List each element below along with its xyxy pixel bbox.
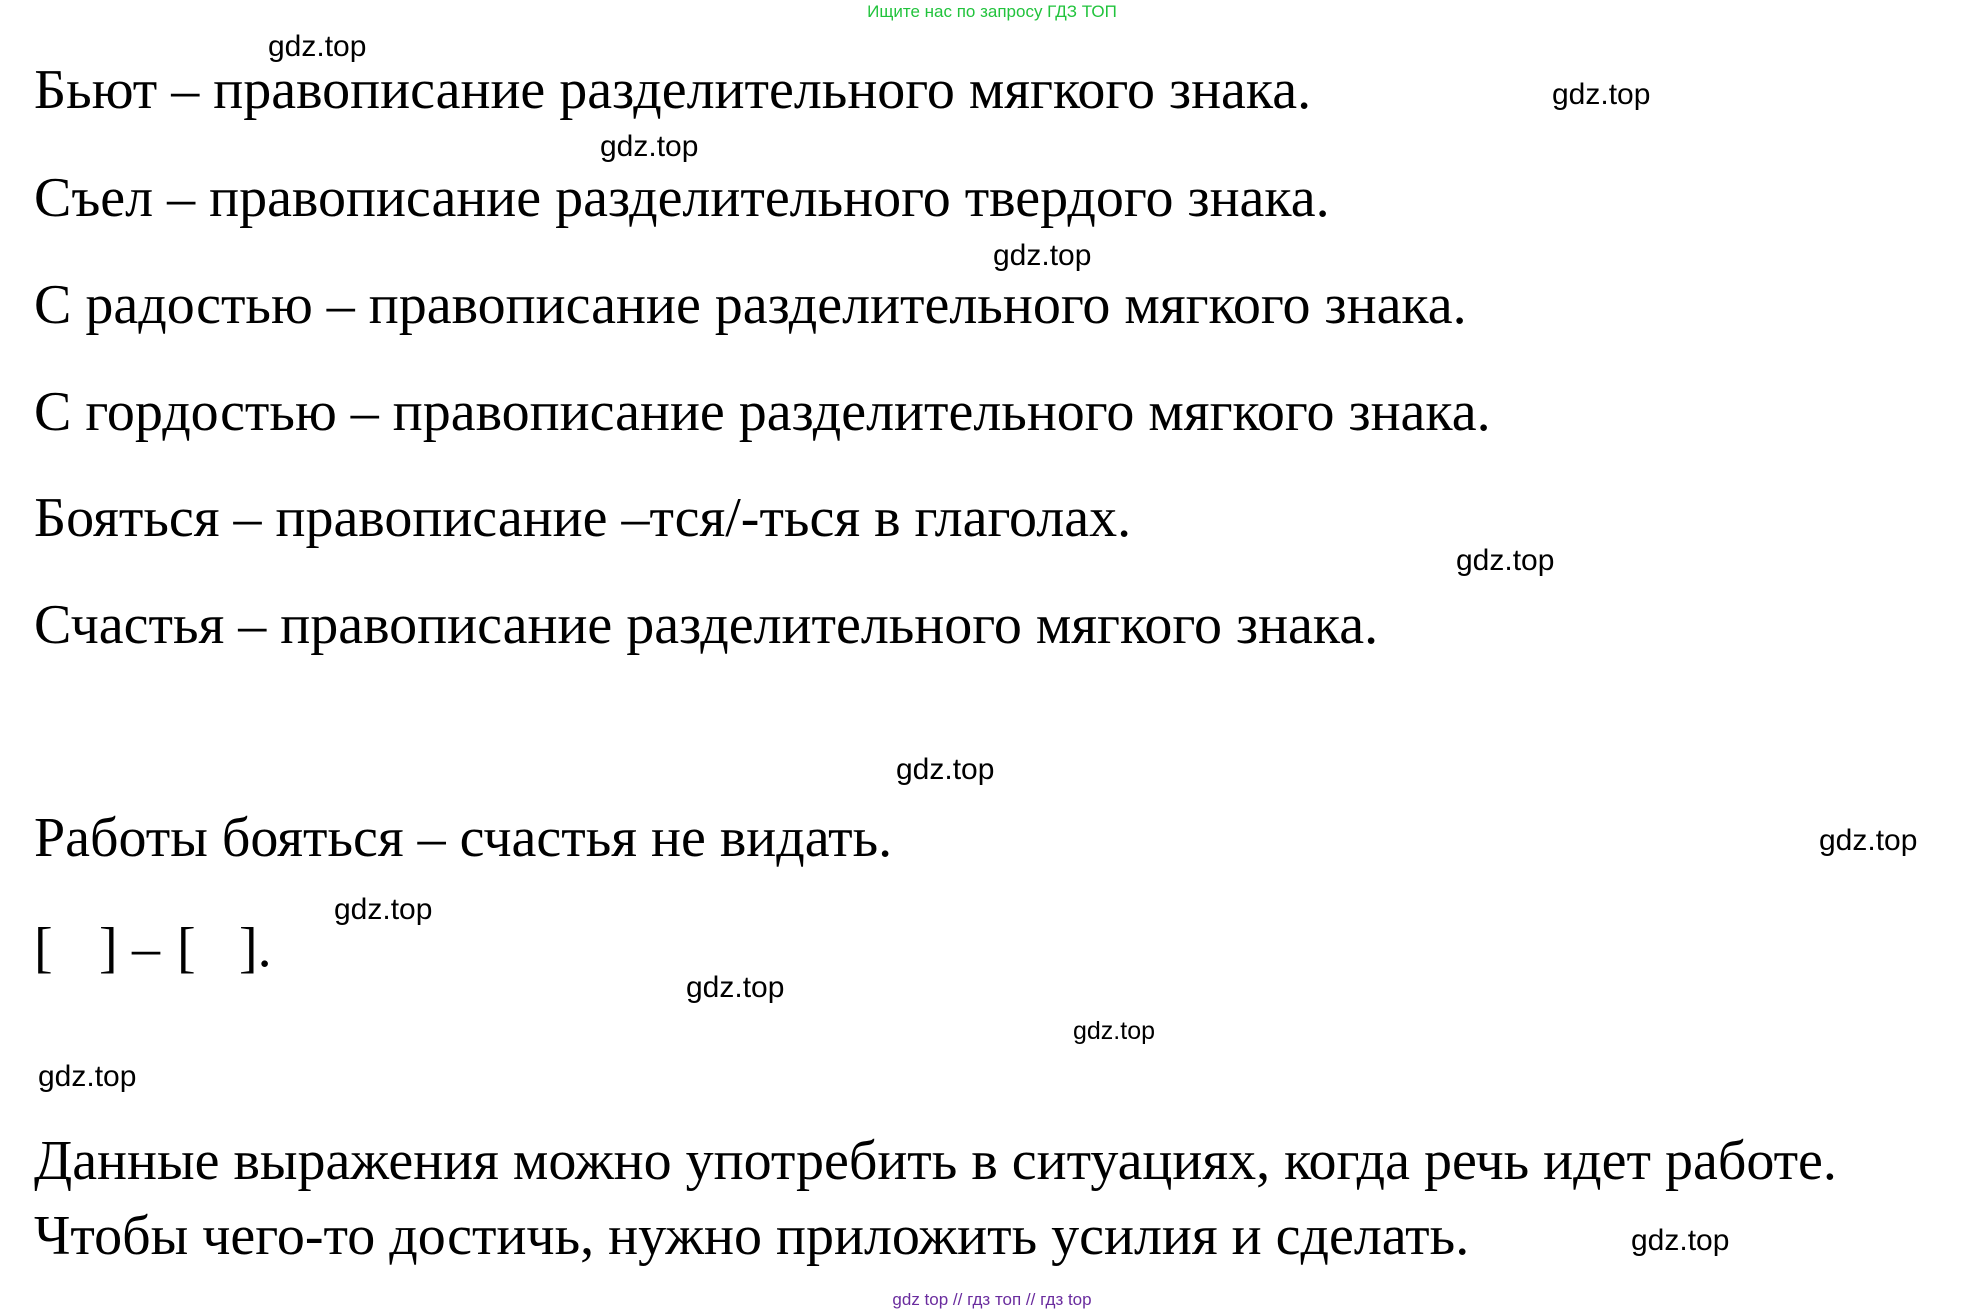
explanation-line-2: Чтобы чего-то достичь, нужно приложить усилия и сделать.: [34, 1205, 1470, 1267]
scheme-close-bracket-1: ]: [99, 917, 118, 979]
answer-line-2: Съел – правописание разделительного твердого знака.: [34, 167, 1330, 229]
footer-links: gdz top // гдз топ // гдз top: [892, 1290, 1092, 1309]
sentence-scheme: [34, 917, 294, 980]
proverb: Работы бояться – счастья не видать.: [34, 807, 893, 869]
watermark: gdz.top: [38, 1060, 137, 1093]
watermark: gdz.top: [1552, 78, 1651, 111]
watermark: gdz.top: [1819, 824, 1918, 857]
answer-line-6: Счастья – правописание разделительного мягкого знака.: [34, 594, 1379, 656]
scheme-dash: –: [132, 917, 160, 979]
answer-line-1: Бьют – правописание разделительного мягкого знака.: [34, 59, 1312, 121]
answer-line-4: С гордостью – правописание разделительного мягкого знака.: [34, 381, 1491, 443]
answer-line-3: С радостью – правописание разделительного мягкого знака.: [34, 274, 1467, 336]
answer-line-5: Бояться – правописание –тся/-ться в глаголах.: [34, 487, 1132, 549]
watermark: gdz.top: [334, 893, 433, 926]
watermark: gdz.top: [686, 971, 785, 1004]
scheme-close-bracket-2: ].: [239, 917, 272, 979]
watermark: gdz.top: [1456, 544, 1555, 577]
watermark: gdz.top: [1073, 1017, 1156, 1045]
scheme-open-bracket-2: [: [177, 917, 196, 979]
watermark: gdz.top: [993, 239, 1092, 272]
header-note: Ищите нас по запросу ГДЗ ТОП: [867, 2, 1117, 21]
watermark: gdz.top: [896, 753, 995, 786]
watermark: gdz.top: [1631, 1224, 1730, 1257]
watermark: gdz.top: [600, 130, 699, 163]
watermark: gdz.top: [268, 30, 367, 63]
scheme-open-bracket-1: [: [34, 917, 53, 979]
explanation-line-1: Данные выражения можно употребить в ситуациях, когда речь идет работе.: [34, 1130, 1837, 1192]
